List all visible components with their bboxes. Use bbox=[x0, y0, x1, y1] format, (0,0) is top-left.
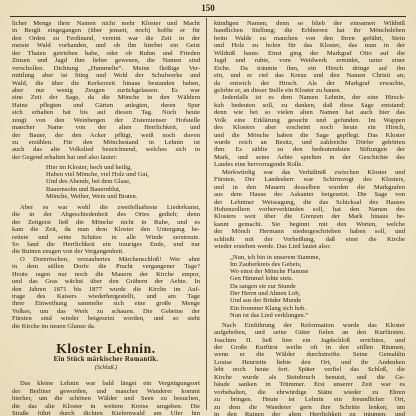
text-line: zeugt von den Weinbergen der Zisterzienser Hofstelle bbox=[12, 116, 200, 124]
text-line: kam die Zeit, da man dem Kloster den Untergang be- bbox=[12, 226, 200, 234]
paragraph bbox=[214, 94, 405, 168]
text-line: aus dem Hause der Askanier beigesetzt. Die Sage von bbox=[214, 191, 405, 199]
text-line: hierher, um die schönen Wälder und Seen zu besuchen, bbox=[12, 395, 200, 403]
verse-line: Und aus der Brüder Munde bbox=[230, 297, 302, 305]
text-line: Zinsen und Jagd ihm lieber gewesen, die Namen sind bbox=[12, 57, 200, 65]
text-line: kuh bedeuten soll, zu danken, daß diese Sage entstand; bbox=[214, 101, 405, 109]
text-line: wenn er die Wälder durchstreifte. Seine Gemahlin bbox=[214, 351, 405, 359]
text-line: Wald, die über die Kerkerzeit hinaus bestanden haben, bbox=[12, 79, 200, 87]
text-line: Volk eine Erklärung gesucht und gefunden. Im Wappen bbox=[214, 116, 405, 124]
paragraph bbox=[214, 322, 405, 416]
text-line: der Gegend erhalten hat und also lautet: bbox=[12, 153, 118, 161]
page-number: 150 bbox=[201, 3, 215, 13]
verse-line: „Nun, ich bin in unserem Stamme, bbox=[230, 253, 321, 261]
text-line: Heute ragen nur noch die Mauern der Kirche empor, bbox=[12, 270, 200, 278]
text-line: Merkwürdig war das Verhältniß zwischen Kloster und bbox=[222, 168, 405, 176]
text-line: der Mönch Hermann niedergeschrieben haben soll, und bbox=[214, 228, 405, 236]
text-line: meiste Wald vorhanden, und ob ihn hierbei ein Geist bbox=[12, 42, 200, 50]
text-line: Jagd und ruhte, vom Weidwerk ermüdet, unter einer bbox=[214, 57, 405, 65]
text-line: Fürsten. Der Landesherr war Schirmvogt des Klosters, bbox=[214, 176, 405, 184]
text-line: mittlung aber ist Stieg und Wohl der Schulwerke und bbox=[12, 72, 200, 80]
text-line: reitete und seine Schätze in alle Winde zerstreute. bbox=[12, 233, 200, 241]
text-line: ein, und er rief das Kreuz und den Namen Christi an; bbox=[214, 72, 405, 80]
verse-line: Da sangen sie zur Stunde bbox=[230, 282, 296, 290]
text-line: und die Mönche haben die Sage gepflegt. Das Kloster bbox=[214, 131, 405, 139]
verse-line: Mönche, Weiber, Wein und Braten. bbox=[46, 193, 138, 200]
left-column bbox=[12, 20, 200, 416]
article-continuation-note: (Schluß.) bbox=[94, 364, 118, 372]
right-column bbox=[214, 20, 405, 416]
text-line: Jedenfalls ist es dem Namen Lehnin, der eine Hirsch- bbox=[222, 94, 405, 102]
text-line: in dem stillen Dorfe die Pracht vergangener Tage? bbox=[12, 263, 200, 271]
text-line: zu erzählen. Für den Mönchsstand in Lehnin ist bbox=[12, 139, 200, 146]
text-line: Mark, und seine Aebte spielten in der Geschichte des bbox=[214, 153, 405, 161]
paragraph bbox=[12, 204, 200, 256]
text-line: Hohenzollern vorherverkünden soll, hat den Namen des bbox=[214, 205, 405, 213]
text-line: schließt mit der Verheißung, daß einst die Kirche bbox=[214, 235, 405, 243]
text-line: sich erhalten hat bis auf diesen Tag. Noch heute bbox=[12, 109, 200, 117]
text-line: zu bringen. Heute ist Lehnin ein freundlicher Ort, bbox=[214, 396, 405, 404]
text-line: wieder erstehen werde. Das Lied lautet also: bbox=[214, 243, 331, 251]
text-line: in Bergli eingegangen (über jenseit, noch) hoffte er für bbox=[12, 27, 200, 35]
text-line: Das kleine Lehnin war bald längst ein Vergnügungsort bbox=[20, 380, 200, 388]
text-line: verschollen. Dichtung „Hummelte“. Meine fleißige Ver- bbox=[12, 64, 200, 72]
paragraph bbox=[12, 256, 200, 330]
verse-line: Ein frommer Klang sich hob. bbox=[230, 304, 306, 312]
text-line: der Große Kurfürst weilte oft in den stillen Räumen, bbox=[214, 344, 405, 352]
text-line: Straße führt durch dichten Kiefernwald am Ufer hin bbox=[12, 409, 200, 416]
text-line: eine Zeit der Sage, da die Mönche in den Wäldern bbox=[12, 94, 200, 102]
article-subtitle: Ein Stück märkischer Romantik. bbox=[53, 356, 159, 364]
article-title: Kloster Lehnin. bbox=[56, 341, 156, 357]
column-divider bbox=[206, 18, 207, 410]
text-line: wurde reich an Besitz, und zahlreiche Dörfer gehörten bbox=[214, 139, 405, 146]
paragraph bbox=[12, 380, 200, 416]
text-line: Fürsten sind wieder beigesetzt worden, und so steht bbox=[12, 315, 200, 323]
text-line: der Bauer, der den Acker pflügt, weiß noch davon bbox=[12, 131, 200, 139]
text-line: kannt gemacht. Sie beginnt mit den Worten, welche bbox=[214, 220, 405, 228]
text-line: Kirche wurde als Steinbruch benutzt, und die Ge- bbox=[214, 373, 405, 381]
verse-block bbox=[230, 254, 405, 320]
text-line: Klosters weit über die Grenzen der Mark hinaus be- bbox=[214, 213, 405, 221]
header-rule bbox=[10, 16, 406, 17]
text-line: mancher Name von der alten Herrlichkeit, und bbox=[12, 124, 200, 132]
text-line: der Lehniner Weissagung, die das Schicksal des Hauses bbox=[214, 198, 405, 206]
text-line: da entwich der Hirsch. Als der Markgraf erwachte, bbox=[214, 79, 405, 87]
paragraph bbox=[12, 20, 200, 161]
text-line: beim Walde zu manchen von den Ihren geführt, Stein bbox=[214, 34, 405, 42]
text-line: Wildniß baute. Einst ging der Markgraf Otto auf die bbox=[214, 49, 405, 57]
text-line: Aber es war wohl die zweifelhafteste Liederkunst, bbox=[20, 203, 200, 211]
verse-line: Und des Abends, bei dem Glase, bbox=[46, 178, 131, 186]
text-line: O Dornröschen, verzaubertes Märchenschloß! Wer ahnt bbox=[20, 255, 200, 263]
verse-block bbox=[46, 164, 200, 200]
text-line: Volkes, um das Werk zu schauen. Die Gebeine der bbox=[12, 307, 200, 315]
text-line: trage des Kaisers wiederhergestellt, und am Tage bbox=[12, 293, 200, 301]
text-line: So fand die Herrlichkeit ein trauriges Ende, und nur bbox=[12, 240, 200, 248]
text-line: Haine pflegten und Gärten anlegten, deren Spur bbox=[12, 101, 200, 109]
text-line: lebt noch heute fort. Später verfiel das Schloß, die bbox=[214, 366, 405, 374]
text-line: den Jahren 1871 bis 1877 wurde die Kirche im Auf- bbox=[12, 285, 200, 293]
text-line: die das alte Kloster in weitem Kreise umgeben. Die bbox=[12, 402, 200, 410]
text-line: Landes eine hervorragende Rolle. bbox=[214, 161, 303, 169]
verse-line: Wo einst der Mönche Flamme bbox=[230, 268, 309, 276]
text-line: aber nur wenig Zeugen zurückgelassen. Es war bbox=[12, 86, 200, 94]
verse-line: Im Zauberkreis des Gebets, bbox=[230, 260, 302, 268]
text-line: bäude sanken in Trümmer. Erst unserer Zeit war es bbox=[214, 381, 405, 389]
verse-line: Hier im Kloster, hoch und heilig, bbox=[46, 163, 132, 171]
text-line: die in der Abgeschiedenheit des Ortes gedieh; denn bbox=[12, 211, 200, 219]
text-line: in den Ruinen der alten Herrlichkeit zu träumen, und bbox=[214, 410, 405, 416]
text-line: handlichen Stellung; die Erbherren hat ihr Mönchsleben bbox=[214, 27, 405, 35]
verse-line: Nun ist das Lied verklungen.“ bbox=[230, 311, 309, 319]
text-line: vorbehalten, die ehrwürdige Stätte wieder zu Ehren bbox=[214, 388, 405, 396]
text-line: die Ruinen zeugen von der Vergangenheit. bbox=[12, 248, 124, 256]
text-line: gelobte er, an dieser Stelle ein Kloster zu bauen. bbox=[214, 86, 342, 94]
verse-line: Der Herrn und Ahnen Lob, bbox=[230, 290, 301, 298]
text-line: aufgehoben, und seine Güter fielen an den Kurfürsten. bbox=[214, 329, 405, 337]
text-line: kündigen Namen, denn so blieb der einsamen Wildniß bbox=[214, 20, 405, 27]
text-line: und Holz zu holen für das Kloster, das man in der bbox=[214, 42, 405, 50]
text-line: Eiche. Da träumte ihm, ein Hirsch dringe auf ihn bbox=[214, 64, 405, 72]
article-heading bbox=[12, 341, 200, 372]
text-line: des Klosters aber erscheint noch heute ein Hirsch, bbox=[214, 124, 405, 132]
text-line: die Kirche im neuen Glanze da. bbox=[12, 322, 96, 330]
text-line: der Thaten getrieben habe, oder ob Ruhm und Frieden bbox=[12, 49, 200, 57]
paragraph bbox=[214, 20, 405, 94]
text-line: den Orden zu Ferdinand, vereint war die Zeit in der bbox=[12, 34, 200, 42]
text-line: der Berliner geworden, und mancher Wanderer kommt bbox=[12, 387, 200, 395]
text-line: ihrer Einweihung sammelte sich eine große Menge bbox=[12, 300, 200, 308]
text-line: licher Menge ihrer Namen nicht mehr Kloster und Macht bbox=[12, 20, 200, 27]
verse-line: Haben viel Mönche, viel Holz und Gut, bbox=[46, 171, 149, 179]
text-line: denn wie bei so vielen alten Namen hat auch hier das bbox=[214, 109, 405, 117]
text-line: Louise Henriette liebte den Ort, und ihr Andenken bbox=[214, 358, 405, 366]
text-line: auch das alte Volkslied bezeichnend, welches sich in bbox=[12, 146, 200, 154]
verse-line: Bauernsohn und Bauernblut, bbox=[46, 185, 121, 193]
text-line: Nach Einführung der Reformation wurde das Kloster bbox=[222, 321, 405, 329]
verse-line: Gen Himmel lohte stets. bbox=[230, 275, 294, 283]
text-line: und in den Mauern desselben wurden die Markgrafen bbox=[214, 183, 405, 191]
text-line: der Zeitgeist ließ die Mönche nicht in Ruhe, und es bbox=[12, 218, 200, 226]
text-line: und das Gras wächst über den Gräbern der Aebte. In bbox=[12, 278, 200, 286]
text-line: Joachim II. ließ hier ein Jagdschloß errichten, und bbox=[214, 336, 405, 344]
text-line: zu dem die Wanderer gern ihre Schritte lenken, um bbox=[214, 403, 405, 411]
paragraph bbox=[214, 169, 405, 251]
text-line: ihm. Es zählte zu den bedeutendsten Stiftungen der bbox=[214, 146, 405, 154]
